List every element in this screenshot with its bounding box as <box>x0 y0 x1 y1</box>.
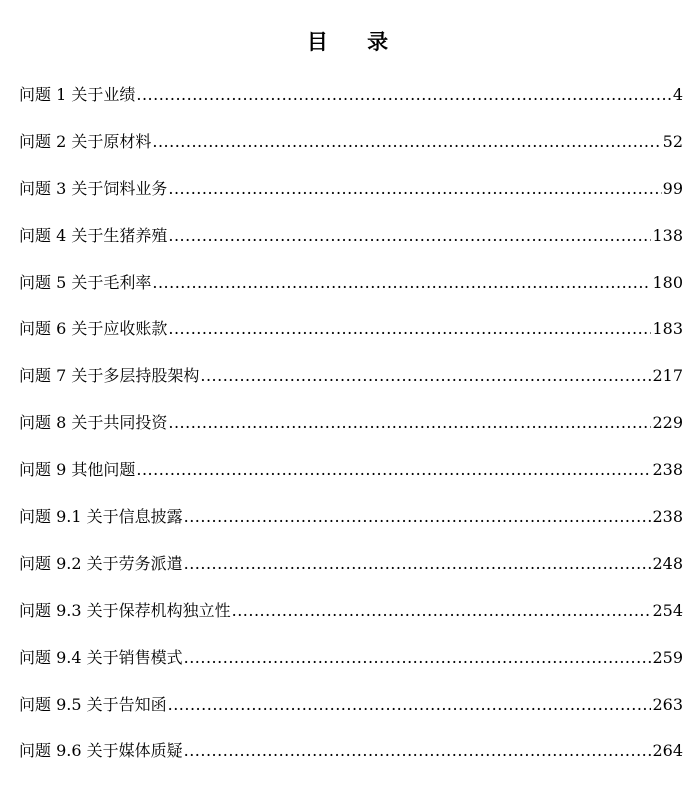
toc-entry-page: 4 <box>672 85 683 104</box>
toc-entry[interactable] <box>19 410 683 457</box>
toc-entry-page: 248 <box>652 553 683 573</box>
toc-entry[interactable] <box>19 270 683 317</box>
toc-dot-leader <box>168 316 651 342</box>
toc-entry-page: 238 <box>652 460 683 480</box>
toc-entry[interactable] <box>19 738 683 785</box>
toc-dot-leader <box>200 363 651 389</box>
toc-entry-page: 263 <box>652 694 683 714</box>
toc-entry[interactable] <box>19 363 683 410</box>
toc-entry-label: 问题 9.2 关于劳务派遣 <box>19 553 183 573</box>
toc-entry[interactable] <box>19 176 683 223</box>
toc-entry-page: 138 <box>652 225 683 245</box>
toc-dot-leader <box>136 457 651 483</box>
toc-entry[interactable] <box>19 645 683 692</box>
toc-entry-label: 问题 9 其他问题 <box>19 460 136 480</box>
toc-dot-leader <box>168 176 661 202</box>
toc-entry-page: 259 <box>652 647 683 667</box>
toc-dot-leader <box>136 82 671 108</box>
toc-entry-page: 52 <box>662 131 683 151</box>
toc-entry-label: 问题 9.6 关于媒体质疑 <box>19 741 183 761</box>
toc-entry-label: 问题 9.5 关于告知函 <box>19 694 167 714</box>
toc-entry-page: 183 <box>652 319 683 339</box>
toc-entry-label: 问题 2 关于原材料 <box>19 131 152 151</box>
toc-entry-label: 问题 9.1 关于信息披露 <box>19 507 183 527</box>
toc-entry[interactable] <box>19 457 683 504</box>
toc-entry-page: 217 <box>652 366 683 386</box>
toc-entry-page: 254 <box>652 600 683 620</box>
toc-entry-label: 问题 8 关于共同投资 <box>19 413 168 433</box>
toc-entry-label: 问题 9.3 关于保荐机构独立性 <box>19 600 231 620</box>
toc-entry-page: 264 <box>652 741 683 761</box>
toc-entry[interactable] <box>19 82 683 129</box>
toc-title: 目 录 <box>306 30 405 54</box>
toc-entry[interactable] <box>19 692 683 739</box>
toc-dot-leader <box>184 738 652 764</box>
toc-list <box>19 82 683 785</box>
toc-dot-leader <box>232 598 652 624</box>
toc-entry[interactable] <box>19 223 683 270</box>
toc-entry[interactable] <box>19 129 683 176</box>
toc-dot-leader <box>168 223 651 249</box>
toc-dot-leader <box>184 645 652 671</box>
toc-entry-label: 问题 6 关于应收账款 <box>19 319 168 339</box>
toc-entry-label: 问题 1 关于业绩 <box>19 85 136 104</box>
toc-dot-leader <box>184 551 652 577</box>
toc-entry[interactable] <box>19 504 683 551</box>
toc-entry-label: 问题 4 关于生猪养殖 <box>19 225 168 245</box>
toc-entry-label: 问题 9.4 关于销售模式 <box>19 647 183 667</box>
toc-entry[interactable] <box>19 598 683 645</box>
toc-entry-page: 180 <box>652 272 683 292</box>
toc-dot-leader <box>152 270 651 296</box>
toc-entry[interactable] <box>19 551 683 598</box>
toc-dot-leader <box>168 410 651 436</box>
toc-entry-label: 问题 7 关于多层持股架构 <box>19 366 200 386</box>
toc-dot-leader <box>184 504 652 530</box>
toc-entry-page: 238 <box>652 507 683 527</box>
toc-entry-label: 问题 3 关于饲料业务 <box>19 178 168 198</box>
toc-entry-label: 问题 5 关于毛利率 <box>19 272 152 292</box>
toc-dot-leader <box>152 129 661 155</box>
toc-entry-page: 229 <box>652 413 683 433</box>
toc-entry[interactable] <box>19 316 683 363</box>
toc-entry-page: 99 <box>662 178 683 198</box>
toc-dot-leader <box>168 692 652 718</box>
